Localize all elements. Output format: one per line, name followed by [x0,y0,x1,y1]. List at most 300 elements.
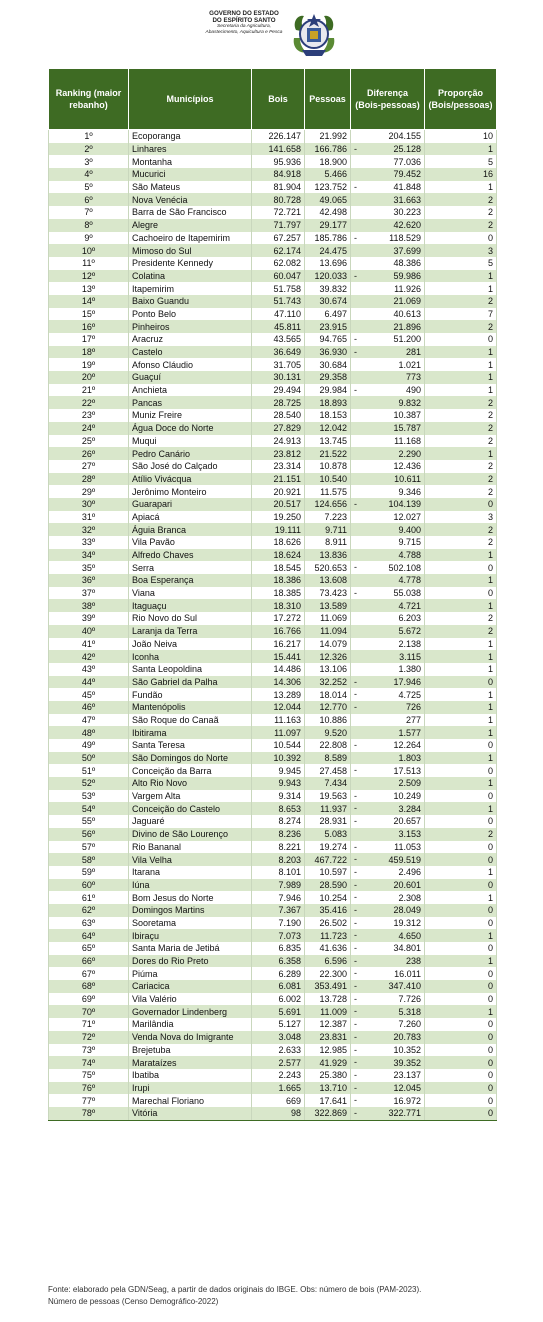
pessoas-cell: 29.358 [305,371,351,384]
bois-cell: 30.131 [252,371,305,384]
diferenca-cell [351,1107,425,1120]
municipio-cell: Marilândia [129,1018,252,1031]
municipio-cell: Rio Novo do Sul [129,612,252,625]
table-row [49,181,497,194]
pessoas-cell: 22.808 [305,739,351,752]
diferenca-cell [351,1044,425,1057]
pessoas-cell: 41.636 [305,942,351,955]
diferenca-value: 726 [405,702,421,713]
bois-cell: 10.392 [252,752,305,765]
pessoas-cell: 26.502 [305,917,351,930]
diferenca-cell [351,714,425,727]
table-row [49,866,497,879]
proporcao-cell: 2 [425,206,497,219]
bois-cell: 13.289 [252,688,305,701]
diferenca-cell [351,498,425,511]
municipio-cell: São Mateus [129,181,252,194]
pessoas-cell: 467.722 [305,853,351,866]
proporcao-cell: 1 [425,371,497,384]
proporcao-cell: 1 [425,714,497,727]
negative-sign: - [354,1107,357,1118]
rank-cell: 26º [49,447,129,460]
negative-sign: - [354,816,357,827]
pessoas-cell: 28.931 [305,815,351,828]
municipio-cell: Marataízes [129,1056,252,1069]
rank-cell: 56º [49,828,129,841]
pessoas-cell: 29.177 [305,219,351,232]
pessoas-cell: 13.728 [305,993,351,1006]
table-row [49,676,497,689]
pessoas-cell: 22.300 [305,967,351,980]
rank-cell: 39º [49,612,129,625]
diferenca-value: 17.946 [393,676,421,687]
proporcao-cell: 5 [425,155,497,168]
table-row [49,904,497,917]
table-row [49,574,497,587]
table-row [49,270,497,283]
negative-sign: - [354,1019,357,1030]
negative-sign: - [354,943,357,953]
pessoas-cell: 18.900 [305,155,351,168]
proporcao-cell: 2 [425,396,497,409]
diferenca-cell [351,841,425,854]
municipio-cell: Governador Lindenberg [129,1005,252,1018]
table-row [49,891,497,904]
proporcao-cell: 0 [425,993,497,1006]
bois-cell: 19.111 [252,523,305,536]
table-row [49,155,497,168]
pessoas-cell: 10.540 [305,473,351,486]
bois-cell: 16.766 [252,625,305,638]
negative-sign: - [354,854,357,865]
municipio-cell: Guaçuí [129,371,252,384]
rank-cell: 9º [49,232,129,245]
proporcao-cell: 16 [425,168,497,181]
table-row [49,1031,497,1044]
rank-cell: 69º [49,993,129,1006]
table-row [49,752,497,765]
diferenca-value: 39.352 [393,1057,421,1068]
source-footnote [48,1284,508,1308]
bois-cell: 5.691 [252,1005,305,1018]
bois-cell: 2.243 [252,1069,305,1082]
diferenca-value: 9.346 [398,486,421,497]
diferenca-value: 12.436 [393,461,421,472]
municipio-column-header: Municípios [129,69,252,130]
pessoas-cell: 13.745 [305,435,351,448]
pessoas-cell: 24.475 [305,244,351,257]
pessoas-cell: 32.252 [305,676,351,689]
proporcao-cell: 2 [425,422,497,435]
diferenca-cell [351,257,425,270]
rank-cell: 33º [49,536,129,549]
pessoas-cell: 13.836 [305,549,351,562]
table-row [49,587,497,600]
bois-cell: 71.797 [252,219,305,232]
pessoas-cell: 11.069 [305,612,351,625]
table-row [49,1107,497,1120]
diferenca-value: 2.308 [398,892,421,903]
table-row [49,422,497,435]
diferenca-value: 20.601 [393,879,421,890]
proporcao-cell: 0 [425,1031,497,1044]
rank-cell: 34º [49,549,129,562]
municipio-cell: Água Doce do Norte [129,422,252,435]
pessoas-cell: 36.930 [305,346,351,359]
diferenca-column-header: Diferença (Bois-pessoas) [351,69,425,130]
table-row [49,511,497,524]
rank-cell: 66º [49,955,129,968]
rank-cell: 1º [49,130,129,143]
diferenca-value: 10.611 [394,473,421,484]
pessoas-cell: 17.641 [305,1094,351,1107]
bois-cell: 141.658 [252,143,305,156]
diferenca-cell [351,346,425,359]
bois-cell: 6.835 [252,942,305,955]
diferenca-value: 3.115 [399,651,421,662]
negative-sign: - [354,993,357,1004]
diferenca-value: 3.284 [398,803,421,814]
table-row [49,447,497,460]
diferenca-cell [351,193,425,206]
municipio-cell: Boa Esperança [129,574,252,587]
negative-sign: - [354,740,357,750]
diferenca-value: 16.011 [394,968,421,979]
proporcao-cell: 1 [425,955,497,968]
bois-cell: 62.174 [252,244,305,257]
proporcao-cell: 0 [425,879,497,892]
diferenca-cell [351,1018,425,1031]
proporcao-cell: 1 [425,346,497,359]
bois-cell: 8.653 [252,802,305,815]
pessoas-cell: 185.786 [305,232,351,245]
pessoas-cell: 9.520 [305,726,351,739]
municipio-cell: Ibatiba [129,1069,252,1082]
rank-cell: 65º [49,942,129,955]
table-row [49,1094,497,1107]
table-row [49,1018,497,1031]
municipio-cell: São Gabriel da Palha [129,676,252,689]
rank-cell: 44º [49,676,129,689]
diferenca-cell [351,168,425,181]
pessoas-cell: 7.434 [305,777,351,790]
diferenca-cell [351,485,425,498]
diferenca-cell [351,206,425,219]
proporcao-cell: 2 [425,193,497,206]
table-row [49,739,497,752]
proporcao-cell: 3 [425,511,497,524]
municipio-cell: Iúna [129,879,252,892]
pessoas-cell: 8.911 [305,536,351,549]
municipio-cell: Vila Velha [129,853,252,866]
diferenca-cell [351,396,425,409]
diferenca-cell [351,371,425,384]
table-row [49,435,497,448]
diferenca-value: 12.027 [393,511,421,522]
negative-sign: - [354,803,357,814]
rank-cell: 38º [49,599,129,612]
diferenca-value: 204.155 [388,131,421,142]
pessoas-cell: 18.893 [305,396,351,409]
bois-cell: 7.946 [252,891,305,904]
proporcao-cell: 0 [425,980,497,993]
pessoas-cell: 11.094 [305,625,351,638]
municipio-cell: Iconha [129,650,252,663]
table-row [49,130,497,143]
pessoas-cell: 12.042 [305,422,351,435]
negative-sign: - [354,676,357,687]
rank-cell: 54º [49,802,129,815]
diferenca-value: 21.896 [393,321,421,332]
negative-sign: - [354,1031,357,1042]
municipio-cell: Pedro Canário [129,447,252,460]
bois-cell: 20.517 [252,498,305,511]
bois-cell: 669 [252,1094,305,1107]
proporcao-cell: 0 [425,498,497,511]
pessoas-cell: 27.458 [305,764,351,777]
proporcao-cell: 1 [425,777,497,790]
diferenca-value: 10.387 [393,410,421,421]
proporcao-cell: 0 [425,853,497,866]
table-row [49,257,497,270]
diferenca-cell [351,764,425,777]
municipio-cell: Barra de São Francisco [129,206,252,219]
diferenca-value: 20.783 [393,1032,421,1043]
municipio-cell: Alto Rio Novo [129,777,252,790]
municipio-cell: Ecoporanga [129,130,252,143]
bois-cell: 6.081 [252,980,305,993]
bois-cell: 18.545 [252,561,305,574]
rank-cell: 23º [49,409,129,422]
proporcao-cell: 0 [425,815,497,828]
rank-cell: 74º [49,1056,129,1069]
bois-cell: 62.082 [252,257,305,270]
diferenca-cell [351,650,425,663]
pessoas-cell: 520.653 [305,561,351,574]
table-row [49,841,497,854]
municipio-cell: Bom Jesus do Norte [129,891,252,904]
pessoas-cell: 11.723 [305,929,351,942]
rank-cell: 47º [49,714,129,727]
diferenca-cell [351,625,425,638]
diferenca-value: 459.519 [388,854,421,865]
table-row [49,1005,497,1018]
proporcao-cell: 2 [425,320,497,333]
rank-cell: 78º [49,1107,129,1120]
negative-sign: - [354,917,357,928]
table-row [49,549,497,562]
bois-cell: 12.044 [252,701,305,714]
proporcao-cell: 0 [425,587,497,600]
diferenca-value: 773 [405,372,421,383]
diferenca-value: 1.021 [398,359,421,370]
proporcao-cell: 0 [425,764,497,777]
diferenca-cell [351,1056,425,1069]
diferenca-cell [351,536,425,549]
proporcao-cell: 1 [425,599,497,612]
table-row [49,879,497,892]
table-row [49,764,497,777]
rank-cell: 46º [49,701,129,714]
diferenca-cell [351,777,425,790]
diferenca-cell [351,967,425,980]
negative-sign: - [354,1006,357,1017]
table-row [49,1044,497,1057]
pessoas-cell: 23.831 [305,1031,351,1044]
pessoas-cell: 120.033 [305,270,351,283]
diferenca-value: 6.203 [398,613,421,624]
bois-cell: 10.544 [252,739,305,752]
diferenca-value: 281 [405,347,421,358]
municipio-cell: Cachoeiro de Itapemirim [129,232,252,245]
rank-cell: 70º [49,1005,129,1018]
negative-sign: - [354,981,357,992]
municipio-cell: Muqui [129,435,252,448]
diferenca-cell [351,663,425,676]
bois-cell: 72.721 [252,206,305,219]
pessoas-cell: 28.590 [305,879,351,892]
diferenca-value: 34.801 [393,943,421,954]
pessoas-cell: 9.711 [305,523,351,536]
bois-cell: 2.577 [252,1056,305,1069]
pessoas-cell: 12.387 [305,1018,351,1031]
pessoas-cell: 41.929 [305,1056,351,1069]
rank-cell: 36º [49,574,129,587]
rank-cell: 24º [49,422,129,435]
footnote-line-2: Número de pessoas (Censo Demográfico-2022) [48,1297,219,1306]
diferenca-value: 11.926 [394,283,421,294]
rank-cell: 68º [49,980,129,993]
municipio-cell: Castelo [129,346,252,359]
bois-cell: 29.494 [252,384,305,397]
municipio-cell: Ponto Belo [129,308,252,321]
municipio-cell: Jaguaré [129,815,252,828]
pessoas-cell: 18.153 [305,409,351,422]
bois-cell: 16.217 [252,638,305,651]
table-row [49,726,497,739]
pessoas-cell: 12.326 [305,650,351,663]
rank-cell: 14º [49,295,129,308]
municipio-cell: Mimoso do Sul [129,244,252,257]
diferenca-cell [351,815,425,828]
diferenca-value: 30.223 [393,207,421,218]
diferenca-cell [351,270,425,283]
diferenca-cell [351,853,425,866]
rank-cell: 59º [49,866,129,879]
table-row [49,193,497,206]
table-row [49,688,497,701]
pessoas-cell: 6.596 [305,955,351,968]
diferenca-cell [351,752,425,765]
pessoas-cell: 19.274 [305,841,351,854]
table-row [49,244,497,257]
rank-cell: 77º [49,1094,129,1107]
bois-cell: 6.002 [252,993,305,1006]
bois-cell: 6.289 [252,967,305,980]
negative-sign: - [354,1069,357,1080]
rank-cell: 61º [49,891,129,904]
proporcao-cell: 1 [425,929,497,942]
bois-cell: 11.097 [252,726,305,739]
rank-cell: 29º [49,485,129,498]
rank-cell: 22º [49,396,129,409]
pessoas-cell: 10.254 [305,891,351,904]
negative-sign: - [354,143,357,154]
diferenca-cell [351,676,425,689]
rank-cell: 18º [49,346,129,359]
diferenca-value: 28.049 [393,905,421,916]
table-row [49,320,497,333]
header-text [200,10,288,35]
table-row [49,1056,497,1069]
diferenca-value: 7.260 [398,1019,421,1030]
diferenca-value: 16.972 [393,1095,421,1106]
negative-sign: - [354,587,357,598]
rank-cell: 12º [49,270,129,283]
proporcao-cell: 1 [425,726,497,739]
municipio-cell: Alegre [129,219,252,232]
proporcao-cell: 1 [425,638,497,651]
diferenca-value: 23.137 [393,1070,421,1081]
municipio-cell: Rio Bananal [129,841,252,854]
proporcao-cell: 0 [425,1082,497,1095]
diferenca-cell [351,1082,425,1095]
proporcao-cell: 0 [425,1107,497,1120]
diferenca-value: 40.613 [393,308,421,319]
bois-cell: 19.250 [252,511,305,524]
diferenca-value: 4.788 [398,550,421,561]
rank-cell: 67º [49,967,129,980]
diferenca-cell [351,739,425,752]
municipio-cell: Anchieta [129,384,252,397]
diferenca-cell [351,358,425,371]
bois-cell: 60.047 [252,270,305,283]
bois-cell: 84.918 [252,168,305,181]
rank-cell: 52º [49,777,129,790]
municipio-cell: Montanha [129,155,252,168]
table-row [49,346,497,359]
diferenca-cell [351,282,425,295]
proporcao-cell: 1 [425,143,497,156]
pessoas-cell: 13.710 [305,1082,351,1095]
diferenca-value: 1.577 [398,727,421,738]
rank-cell: 10º [49,244,129,257]
table-row [49,358,497,371]
rank-cell: 15º [49,308,129,321]
table-row [49,384,497,397]
negative-sign: - [354,892,357,903]
diferenca-cell [351,574,425,587]
header-line-2: DO ESPÍRITO SANTO [212,17,276,24]
bois-cell: 31.705 [252,358,305,371]
table-row [49,967,497,980]
proporcao-cell: 1 [425,181,497,194]
table-row [49,396,497,409]
table-row [49,523,497,536]
pessoas-cell: 13.608 [305,574,351,587]
diferenca-value: 1.803 [398,753,421,764]
diferenca-value: 48.386 [393,258,421,269]
pessoas-cell: 8.589 [305,752,351,765]
diferenca-cell [351,320,425,333]
diferenca-cell [351,790,425,803]
proporcao-cell: 2 [425,612,497,625]
pessoas-column-header: Pessoas [305,69,351,130]
diferenca-cell [351,688,425,701]
diferenca-value: 17.513 [393,765,421,776]
bois-cell: 24.913 [252,435,305,448]
diferenca-value: 11.168 [394,435,421,446]
